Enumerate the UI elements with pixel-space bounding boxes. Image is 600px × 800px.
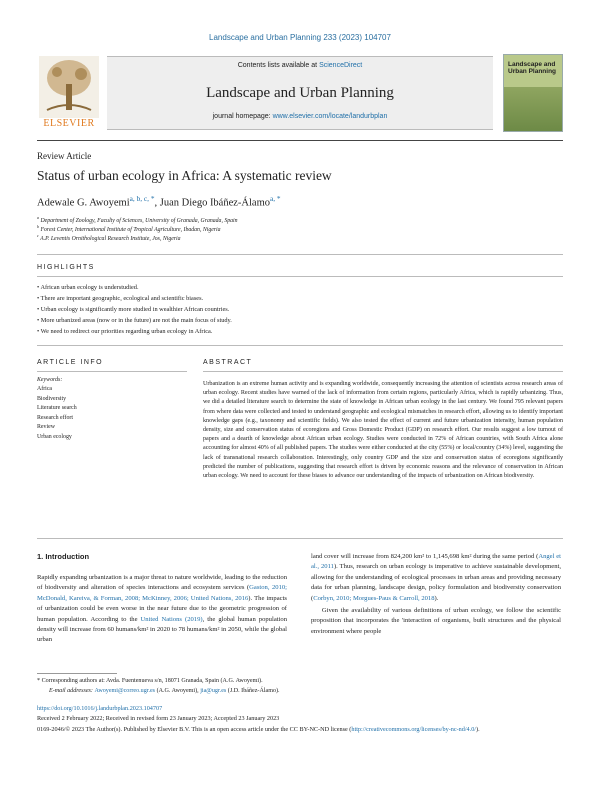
citation-link[interactable]: Corbyn, 2010; Morgues-Paus & Carroll, 2018 — [313, 594, 435, 602]
journal-cover-image[interactable] — [503, 54, 563, 132]
email-link[interactable]: jia@ugr.es — [200, 688, 227, 694]
article-info-heading: ARTICLE INFO — [37, 359, 104, 366]
keyword[interactable]: Literature search — [37, 405, 77, 411]
cover-photo — [504, 87, 562, 131]
abstract-heading: ABSTRACT — [203, 359, 253, 366]
article-title: Status of urban ecology in Africa: A systematic review — [37, 168, 332, 183]
email-addresses: E-mail addresses: Awoyemi@correo.ugr.es (A.G. Awoyemi), jia@ugr.es (J.D. Ibáñez-Álamo). — [49, 688, 280, 694]
introduction-heading: 1. Introduction — [37, 552, 90, 561]
author-name[interactable]: Juan Diego Ibáñez-Álamo — [159, 197, 270, 209]
highlights-heading: HIGHLIGHTS — [37, 264, 95, 271]
introduction-right-column: land cover will increase from 824,200 km² to 1,145,698 km² during the same period (Angel et al., 2011). Thus, research on urban ecology is imperative to achieve sustainable development, allowing for the understanding of ecological processes in urban areas and providing necessary data for urban planning, landscape design, policy formulation and biodiversity conservation (Corbyn, 2010; Morgues-Paus & Carroll, 2018). Given the availability of various definitions of urban ecology, we follow the scientific proposition that incorporates the 'interaction of organisms, built structures and the physical environment where people — [311, 552, 561, 637]
keyword[interactable]: Africa — [37, 386, 53, 392]
author-list: Adewale G. Awoyemi$^{a, b, c, *}$, Juan Diego Ibáñez-Álamo$^{a, *}$ — [37, 194, 281, 209]
journal-reference[interactable]: Landscape and Urban Planning 233 (2023) 104707 — [209, 33, 391, 42]
keyword[interactable]: Review — [37, 424, 55, 430]
author-affiliation-marker[interactable]: a, * — [270, 194, 281, 203]
highlight-item: • We need to redirect our priorities regarding urban ecology in Africa. — [37, 328, 213, 335]
highlight-item: • Urban ecology is significantly more studied in wealthier African countries. — [37, 306, 230, 313]
received-dates: Received 2 February 2022; Received in revised form 23 January 2023; Accepted 23 January 2023 — [37, 715, 280, 722]
keywords-label: Keywords: — [37, 377, 63, 383]
citation-link[interactable]: Angel et al., 2011 — [311, 553, 561, 571]
section-divider — [37, 276, 563, 277]
article-info-divider — [37, 371, 187, 372]
license-link[interactable]: http://creativecommons.org/licenses/by-nc-nd/4.0/ — [351, 726, 477, 733]
citation-link[interactable]: Gaston, 2010; McDonald, Kareiva, & Forman, 2008; McKinney, 2006; United Nations, 2016 — [37, 584, 288, 602]
elsevier-logo[interactable] — [37, 54, 101, 132]
elsevier-tree-icon — [37, 54, 101, 120]
header-divider — [37, 140, 563, 141]
journal-homepage-link[interactable]: www.elsevier.com/locate/landurbplan — [272, 113, 388, 120]
contents-line: Contents lists available at ScienceDirect — [237, 62, 363, 69]
doi-link[interactable]: https://doi.org/10.1016/j.landurbplan.2023.104707 — [37, 705, 163, 712]
affiliation: $^b$ Forest Center, International Institute of Tropical Agriculture, Ibadan, Nigeria — [37, 224, 221, 233]
article-type: Review Article — [37, 151, 92, 161]
highlight-item: • African urban ecology is understudied. — [37, 284, 139, 291]
abstract-text: Urbanization is an extreme human activity and is expanding worldwide, consequently increasing the attention of scientists across research areas of urban ecology. Recent studies have warned of the lack of information from certain regions, particularly Africa, which is rapidly urbanizing. Thus, we did a detailed literature search to determine the state of knowledge in African urban ecology in the last century. We found 795 relevant papers from where data were collected and tested to understand geographic and ecological mismatches in research effort, allowing us to identify important knowledge gaps (e.g., taxonomy and scientific fields). We also tested the effect of current and future urbanization intensity, human population density, size and conservation status of ecoregions and Gross Domestic Product (GDP) on research effort. Our results suggest a low turnout of papers and a dearth of knowledge about African urban ecology. Studies were conducted in 72% of African countries, with South Africa alone accounting for almost 40% of all published papers. The studies were either conducted at the city (55%) or local/country (34%) level, suggesting the lack of transnational research collaboration. Interestingly, only country GDP and the size and conservation status of ecoregions significantly predicted the number of publications, suggesting that research effort is driven by economic reasons and the relevance of conservation in African urban ecology. We need to account for these biases to advance our understanding of the impacts of urbanization on African biodiversity. — [203, 381, 563, 480]
affiliation: $^a$ Department of Zoology, Faculty of Sciences, University of Granada, Granada, Spain — [37, 215, 238, 224]
introduction-left-column: Rapidly expanding urbanization is a major threat to nature worldwide, leading to the reduction of biodiversity and alteration of species interactions and ecosystem services (Gaston, 2010; McDonald, Kareiva, & Forman, 2008; McKinney, 2006; United Nations, 2016). The impacts of urbanization could be even worse in the near future due to the geometric progression of human population. According to the United Nations (2019), the global human population density will increase from 60 humans/km² in 2020 to 78 humans/km² in 2050, while the global urban — [37, 574, 288, 644]
author-name[interactable]: Adewale G. Awoyemi — [37, 197, 130, 209]
masthead — [37, 54, 563, 134]
highlight-item: • More urbanized areas (now or in the future) are not the main focus of study. — [37, 317, 232, 324]
citation-link[interactable]: United Nations (2019) — [140, 615, 203, 623]
section-divider — [37, 538, 563, 539]
keyword[interactable]: Urban ecology — [37, 433, 72, 440]
section-divider — [37, 345, 563, 346]
email-link[interactable]: Awoyemi@correo.ugr.es — [94, 688, 156, 694]
publisher-logo-text: ELSEVIER — [43, 118, 95, 129]
abstract-divider — [203, 371, 563, 372]
license-statement: 0169-2046/© 2023 The Author(s). Published by Elsevier B.V. This is an open access article under the CC BY-NC-ND license (http://creativecommons.org/licenses/by-nc-nd/4.0/). — [37, 726, 480, 733]
section-divider — [37, 254, 563, 255]
footnote-rule — [37, 673, 117, 674]
keyword[interactable]: Research effort — [37, 414, 74, 421]
sciencedirect-link[interactable]: ScienceDirect — [319, 62, 363, 69]
journal-banner — [107, 56, 493, 130]
highlight-item: • There are important geographic, ecological and scientific biases. — [37, 295, 204, 302]
paragraph: Given the availability of various definitions of urban ecology, we follow the scientific proposition that incorporates the 'interaction of organisms, built structures and the physical environment where people — [311, 607, 563, 635]
journal-homepage: journal homepage: www.elsevier.com/locate/landurbplan — [212, 113, 388, 120]
author-affiliation-marker[interactable]: a, b, c, * — [129, 194, 155, 203]
affiliation: $^c$ A.P. Leventis Ornithological Research Institute, Jos, Nigeria — [37, 233, 181, 242]
corresponding-author-note: * Corresponding authors at: Avda. Fuentenueva s/n, 18071 Granada, Spain (A.G. Awoyemi). — [37, 678, 263, 684]
keyword[interactable]: Biodiversity — [37, 395, 67, 402]
cover-title: Landscape and Urban Planning — [508, 61, 557, 76]
journal-title: Landscape and Urban Planning — [206, 85, 394, 101]
